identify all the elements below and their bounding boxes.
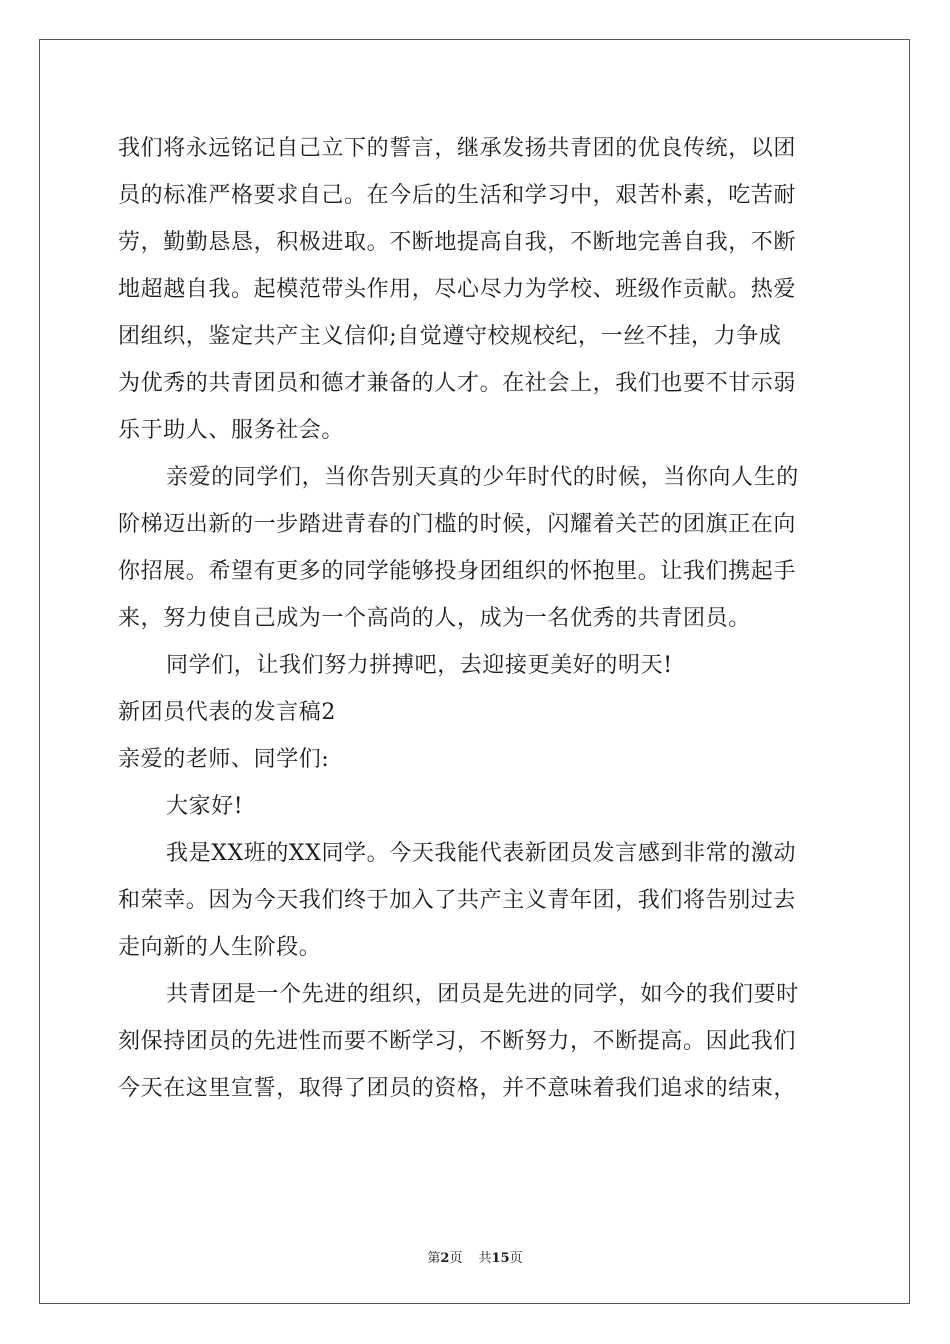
text-line: 你招展。希望有更多的同学能够投身团组织的怀抱里。让我们携起手 <box>118 559 797 584</box>
text-line: 我是XX班的XX同学。今天我能代表新团员发言感到非常的激动 <box>166 841 797 866</box>
current-page-number: 2 <box>440 1251 450 1266</box>
text-line: 刻保持团员的先进性而要不断学习，不断努力，不断提高。因此我们 <box>118 1029 797 1054</box>
text-line: 同学们，让我们努力拼搏吧，去迎接更美好的明天! <box>166 653 673 678</box>
text-line: 走向新的人生阶段。 <box>118 935 322 960</box>
text-line: 阶梯迈出新的一步踏进青春的门槛的时候，闪耀着关芒的团旗正在向 <box>118 512 797 537</box>
text-line: 今天在这里宣誓，取得了团员的资格，并不意味着我们追求的结束， <box>118 1076 797 1101</box>
footer-prefix: 第 <box>427 1251 441 1266</box>
page-footer <box>0 1247 950 1266</box>
text-line: 员的标准严格要求自己。在今后的生活和学习中，艰苦朴素，吃苦耐 <box>118 183 797 208</box>
document-body <box>118 125 833 1112</box>
footer-page-suffix: 页 <box>449 1251 463 1266</box>
text-line: 来，努力使自己成为一个高尚的人，成为一名优秀的共青团员。 <box>118 606 751 631</box>
text-line: 我们将永远铭记自己立下的誓言，继承发扬共青团的优良传统，以团 <box>118 136 797 161</box>
footer-total-suffix: 页 <box>509 1251 523 1266</box>
salutation: 亲爱的老师、同学们: <box>118 747 330 772</box>
greeting: 大家好! <box>166 794 244 819</box>
text-line: 团组织，鉴定共产主义信仰;自觉遵守校规校纪，一丝不挂，力争成 <box>118 324 782 349</box>
total-pages-number: 15 <box>491 1251 510 1266</box>
text-line: 和荣幸。因为今天我们终于加入了共产主义青年团，我们将告别过去 <box>118 888 797 913</box>
text-line: 乐于助人、服务社会。 <box>118 418 345 443</box>
text-line: 亲爱的同学们，当你告别天真的少年时代的时候，当你向人生的 <box>166 465 799 490</box>
text-line: 地超越自我。起模范带头作用，尽心尽力为学校、班级作贡献。热爱 <box>118 277 797 302</box>
text-line: 为优秀的共青团员和德才兼备的人才。在社会上，我们也要不甘示弱 <box>118 371 797 396</box>
text-line: 共青团是一个先进的组织，团员是先进的同学，如今的我们要时 <box>166 982 799 1007</box>
section-title: 新团员代表的发言稿2 <box>118 700 336 725</box>
footer-total-prefix: 共 <box>478 1251 492 1266</box>
text-line: 劳，勤勤恳恳，积极进取。不断地提高自我，不断地完善自我，不断 <box>118 230 797 255</box>
